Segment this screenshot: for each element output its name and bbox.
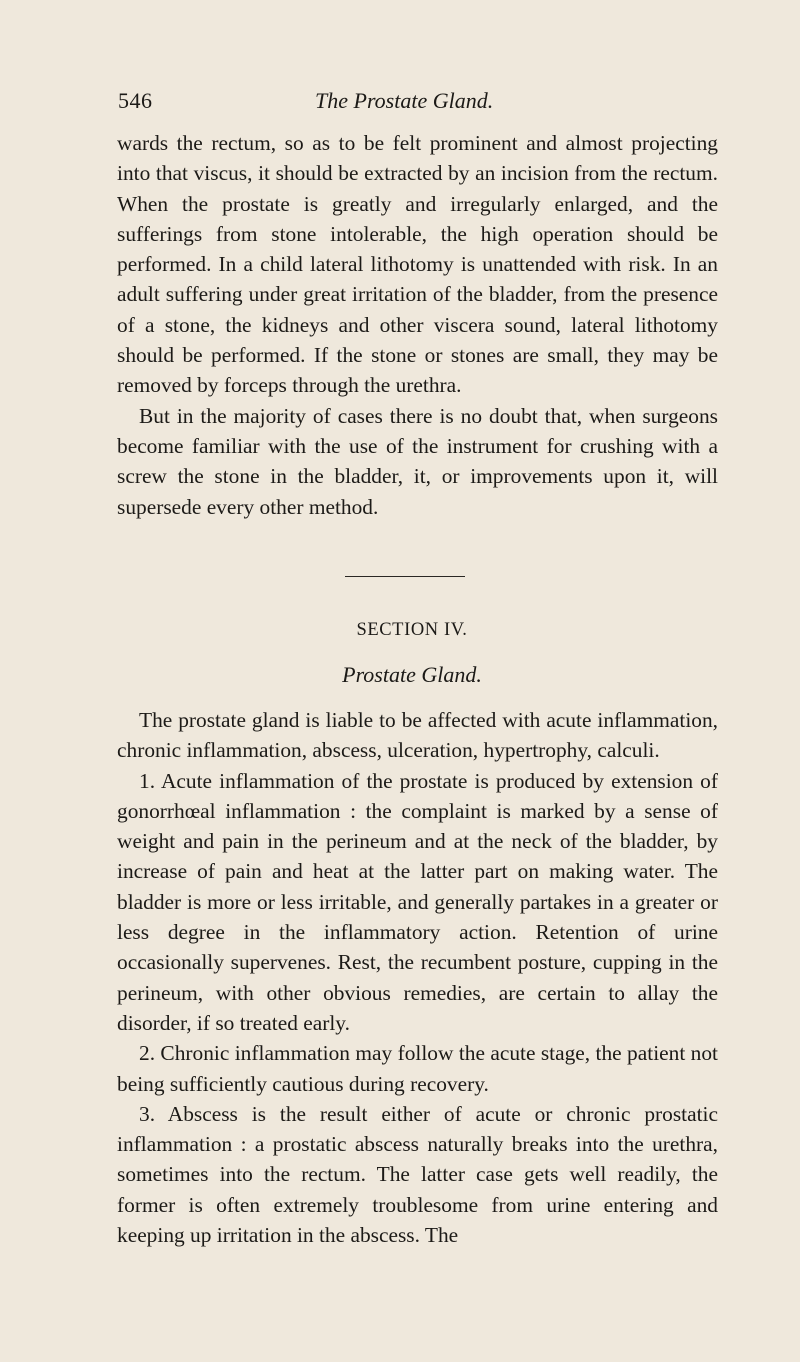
paragraph: The prostate gland is liable to be affected with acute inflammation, chronic inflammation, abscess, ulceration, hypertrophy, calculi. [117, 708, 718, 763]
paragraph: But in the majority of cases there is no doubt that, when surgeons become familiar with the use of the instrument for crushing with a screw the stone in the bladder, it, or improvements upon it, will supersede every other method. [117, 403, 718, 519]
paragraph: 2. Chronic inflammation may follow the acute stage, the patient not being sufficiently cautious during recovery. [117, 1041, 718, 1096]
section-divider [345, 576, 465, 577]
page-number: 546 [118, 88, 153, 113]
text-block-lower [117, 705, 718, 1250]
page-header [118, 88, 718, 118]
section-heading [0, 620, 800, 641]
paragraph: wards the rectum, so as to be felt prominent and almost projecting into that viscus, it should be extracted by an incision from the rectum. When the prostate is greatly and irregularly enlarged, and the sufferings from stone intolerable, the high operation should be performed. In a child lateral lithotomy is unattended with risk. In an adult suffering under great irritation of the bladder, from the presence of a stone, the kidneys and other viscera sound, lateral lithotomy should be performed. If the stone or stones are small, they may be removed by forceps through the urethra. [117, 131, 718, 398]
running-title: The Prostate Gland. [315, 88, 494, 113]
section-subtitle [0, 662, 800, 688]
section-subtitle-text: Prostate Gland. [342, 662, 482, 687]
text-block-upper [117, 128, 718, 522]
section-heading-text: SECTION IV. [356, 620, 468, 640]
paragraph: 1. Acute inflammation of the prostate is produced by extension of gonorrhœal inflammation : the complaint is marked by a sense of weight and pain in the perineum and at the neck of the bladder, by increase of pain and heat at the latter part on making water. The bladder is more or less irritable, and generally partakes in a greater or less degree in the inflammatory action. Retention of urine occasionally supervenes. Rest, the recumbent posture, cupping in the perineum, with other obvious remedies, are certain to allay the disorder, if so treated early. [117, 768, 718, 1035]
paragraph: 3. Abscess is the result either of acute or chronic prostatic inflammation : a prostatic abscess naturally breaks into the urethra, sometimes into the rectum. The latter case gets well readily, the former is often extremely troublesome from urine entering and keeping up irritation in the abscess. The [117, 1101, 718, 1248]
